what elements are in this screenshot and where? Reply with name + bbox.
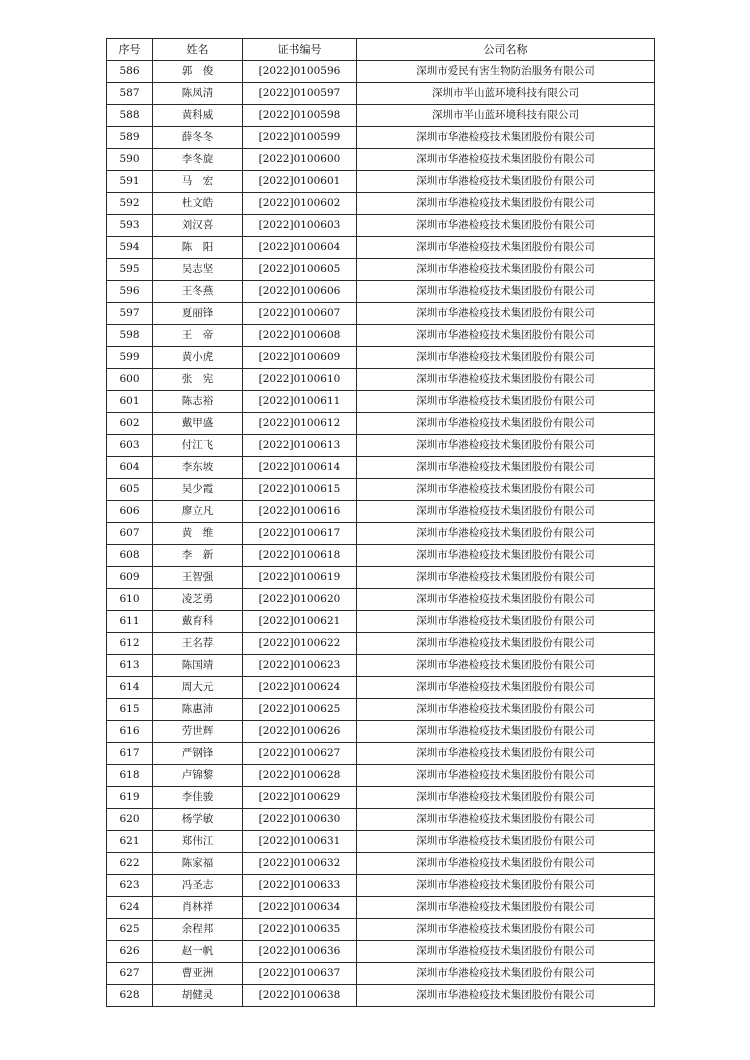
cell-name: 廖立凡 <box>153 501 243 523</box>
cell-serial-number: 623 <box>107 875 153 897</box>
cell-certificate-number: [2022]0100610 <box>243 369 357 391</box>
cell-name: 杨学敏 <box>153 809 243 831</box>
table-header <box>107 39 655 61</box>
cell-company-name: 深圳市华港检疫技术集团股份有限公司 <box>357 457 655 479</box>
cell-name: 杜文皓 <box>153 193 243 215</box>
cell-name: 陈国靖 <box>153 655 243 677</box>
cell-certificate-number: [2022]0100615 <box>243 479 357 501</box>
cell-serial-number: 586 <box>107 61 153 83</box>
cell-certificate-number: [2022]0100599 <box>243 127 357 149</box>
cell-company-name: 深圳市华港检疫技术集团股份有限公司 <box>357 721 655 743</box>
table-row <box>107 831 655 853</box>
cell-serial-number: 608 <box>107 545 153 567</box>
table-row <box>107 809 655 831</box>
cell-name: 付江飞 <box>153 435 243 457</box>
cell-serial-number: 606 <box>107 501 153 523</box>
cell-company-name: 深圳市华港检疫技术集团股份有限公司 <box>357 545 655 567</box>
cell-company-name: 深圳市华港检疫技术集团股份有限公司 <box>357 215 655 237</box>
cell-certificate-number: [2022]0100604 <box>243 237 357 259</box>
table-row <box>107 171 655 193</box>
cell-company-name: 深圳市华港检疫技术集团股份有限公司 <box>357 303 655 325</box>
cell-certificate-number: [2022]0100601 <box>243 171 357 193</box>
cell-serial-number: 607 <box>107 523 153 545</box>
cell-company-name: 深圳市华港检疫技术集团股份有限公司 <box>357 809 655 831</box>
cell-certificate-number: [2022]0100637 <box>243 963 357 985</box>
cell-name: 王 帝 <box>153 325 243 347</box>
cell-serial-number: 616 <box>107 721 153 743</box>
table-row <box>107 61 655 83</box>
header-serial-number: 序号 <box>107 39 153 61</box>
cell-name: 薛冬冬 <box>153 127 243 149</box>
cell-certificate-number: [2022]0100621 <box>243 611 357 633</box>
cell-name: 黄科威 <box>153 105 243 127</box>
cell-serial-number: 613 <box>107 655 153 677</box>
table-row <box>107 83 655 105</box>
table-row <box>107 149 655 171</box>
table-row <box>107 853 655 875</box>
table-row <box>107 721 655 743</box>
cell-company-name: 深圳市华港检疫技术集团股份有限公司 <box>357 501 655 523</box>
table-row <box>107 215 655 237</box>
cell-name: 周大元 <box>153 677 243 699</box>
cell-name: 冯圣志 <box>153 875 243 897</box>
table-row <box>107 303 655 325</box>
cell-certificate-number: [2022]0100625 <box>243 699 357 721</box>
cell-certificate-number: [2022]0100632 <box>243 853 357 875</box>
cell-company-name: 深圳市华港检疫技术集团股份有限公司 <box>357 677 655 699</box>
cell-company-name: 深圳市华港检疫技术集团股份有限公司 <box>357 853 655 875</box>
cell-serial-number: 627 <box>107 963 153 985</box>
cell-certificate-number: [2022]0100600 <box>243 149 357 171</box>
cell-company-name: 深圳市华港检疫技术集团股份有限公司 <box>357 897 655 919</box>
cell-serial-number: 603 <box>107 435 153 457</box>
cell-certificate-number: [2022]0100619 <box>243 567 357 589</box>
cell-name: 李冬旋 <box>153 149 243 171</box>
cell-name: 李佳骏 <box>153 787 243 809</box>
cell-name: 王智强 <box>153 567 243 589</box>
cell-serial-number: 610 <box>107 589 153 611</box>
cell-certificate-number: [2022]0100608 <box>243 325 357 347</box>
cell-certificate-number: [2022]0100622 <box>243 633 357 655</box>
cell-certificate-number: [2022]0100603 <box>243 215 357 237</box>
cell-company-name: 深圳市华港检疫技术集团股份有限公司 <box>357 699 655 721</box>
cell-name: 郭 俊 <box>153 61 243 83</box>
cell-name: 赵一帆 <box>153 941 243 963</box>
header-row <box>107 39 655 61</box>
cell-certificate-number: [2022]0100626 <box>243 721 357 743</box>
cell-certificate-number: [2022]0100602 <box>243 193 357 215</box>
cell-certificate-number: [2022]0100598 <box>243 105 357 127</box>
cell-serial-number: 609 <box>107 567 153 589</box>
cell-company-name: 深圳市华港检疫技术集团股份有限公司 <box>357 589 655 611</box>
cell-company-name: 深圳市华港检疫技术集团股份有限公司 <box>357 391 655 413</box>
cell-certificate-number: [2022]0100631 <box>243 831 357 853</box>
cell-company-name: 深圳市华港检疫技术集团股份有限公司 <box>357 567 655 589</box>
cell-company-name: 深圳市华港检疫技术集团股份有限公司 <box>357 237 655 259</box>
table-row <box>107 941 655 963</box>
cell-name: 黄小虎 <box>153 347 243 369</box>
cell-serial-number: 593 <box>107 215 153 237</box>
table-row <box>107 545 655 567</box>
cell-company-name: 深圳市华港检疫技术集团股份有限公司 <box>357 963 655 985</box>
cell-company-name: 深圳市华港检疫技术集团股份有限公司 <box>357 149 655 171</box>
cell-serial-number: 595 <box>107 259 153 281</box>
cell-company-name: 深圳市华港检疫技术集团股份有限公司 <box>357 633 655 655</box>
cell-certificate-number: [2022]0100618 <box>243 545 357 567</box>
cell-company-name: 深圳市华港检疫技术集团股份有限公司 <box>357 325 655 347</box>
cell-company-name: 深圳市华港检疫技术集团股份有限公司 <box>357 127 655 149</box>
table-row <box>107 787 655 809</box>
cell-serial-number: 597 <box>107 303 153 325</box>
table-row <box>107 391 655 413</box>
cell-certificate-number: [2022]0100620 <box>243 589 357 611</box>
cell-company-name: 深圳市华港检疫技术集团股份有限公司 <box>357 611 655 633</box>
cell-name: 陈 阳 <box>153 237 243 259</box>
cell-certificate-number: [2022]0100613 <box>243 435 357 457</box>
cell-name: 胡健灵 <box>153 985 243 1007</box>
cell-name: 王名荐 <box>153 633 243 655</box>
cell-certificate-number: [2022]0100612 <box>243 413 357 435</box>
cell-company-name: 深圳市华港检疫技术集团股份有限公司 <box>357 765 655 787</box>
cell-serial-number: 598 <box>107 325 153 347</box>
cell-serial-number: 628 <box>107 985 153 1007</box>
cell-certificate-number: [2022]0100629 <box>243 787 357 809</box>
cell-name: 张 宪 <box>153 369 243 391</box>
cell-name: 劳世辉 <box>153 721 243 743</box>
table-row <box>107 919 655 941</box>
cell-company-name: 深圳市华港检疫技术集团股份有限公司 <box>357 281 655 303</box>
table-row <box>107 589 655 611</box>
cell-certificate-number: [2022]0100636 <box>243 941 357 963</box>
cell-certificate-number: [2022]0100607 <box>243 303 357 325</box>
cell-serial-number: 605 <box>107 479 153 501</box>
header-company-name: 公司名称 <box>357 39 655 61</box>
table-row <box>107 457 655 479</box>
cell-name: 卢锦黎 <box>153 765 243 787</box>
cell-certificate-number: [2022]0100597 <box>243 83 357 105</box>
cell-name: 陈家福 <box>153 853 243 875</box>
table-row <box>107 677 655 699</box>
cell-certificate-number: [2022]0100596 <box>243 61 357 83</box>
certificate-table-page <box>106 38 654 1007</box>
cell-certificate-number: [2022]0100624 <box>243 677 357 699</box>
table-row <box>107 633 655 655</box>
cell-name: 郑伟江 <box>153 831 243 853</box>
cell-serial-number: 590 <box>107 149 153 171</box>
header-name: 姓名 <box>153 39 243 61</box>
cell-serial-number: 599 <box>107 347 153 369</box>
cell-name: 黄 维 <box>153 523 243 545</box>
table-row <box>107 523 655 545</box>
cell-certificate-number: [2022]0100623 <box>243 655 357 677</box>
table-row <box>107 259 655 281</box>
cell-certificate-number: [2022]0100627 <box>243 743 357 765</box>
cell-certificate-number: [2022]0100617 <box>243 523 357 545</box>
cell-certificate-number: [2022]0100609 <box>243 347 357 369</box>
table-row <box>107 127 655 149</box>
cell-name: 戴育科 <box>153 611 243 633</box>
cell-certificate-number: [2022]0100628 <box>243 765 357 787</box>
cell-name: 马 宏 <box>153 171 243 193</box>
cell-serial-number: 618 <box>107 765 153 787</box>
cell-serial-number: 621 <box>107 831 153 853</box>
cell-company-name: 深圳市华港检疫技术集团股份有限公司 <box>357 787 655 809</box>
cell-serial-number: 591 <box>107 171 153 193</box>
cell-certificate-number: [2022]0100630 <box>243 809 357 831</box>
cell-serial-number: 622 <box>107 853 153 875</box>
cell-name: 肖林祥 <box>153 897 243 919</box>
cell-name: 余程邦 <box>153 919 243 941</box>
cell-serial-number: 592 <box>107 193 153 215</box>
table-row <box>107 105 655 127</box>
cell-name: 吴志坚 <box>153 259 243 281</box>
header-certificate-number: 证书编号 <box>243 39 357 61</box>
cell-company-name: 深圳市华港检疫技术集团股份有限公司 <box>357 523 655 545</box>
cell-serial-number: 601 <box>107 391 153 413</box>
cell-company-name: 深圳市华港检疫技术集团股份有限公司 <box>357 941 655 963</box>
cell-name: 严钢锋 <box>153 743 243 765</box>
cell-name: 陈志裕 <box>153 391 243 413</box>
cell-company-name: 深圳市华港检疫技术集团股份有限公司 <box>357 875 655 897</box>
table-row <box>107 435 655 457</box>
cell-company-name: 深圳市华港检疫技术集团股份有限公司 <box>357 985 655 1007</box>
table-row <box>107 479 655 501</box>
cell-name: 陈凤清 <box>153 83 243 105</box>
cell-company-name: 深圳市华港检疫技术集团股份有限公司 <box>357 413 655 435</box>
cell-serial-number: 625 <box>107 919 153 941</box>
table-row <box>107 743 655 765</box>
table-row <box>107 347 655 369</box>
cell-company-name: 深圳市华港检疫技术集团股份有限公司 <box>357 479 655 501</box>
table-row <box>107 413 655 435</box>
cell-serial-number: 594 <box>107 237 153 259</box>
cell-serial-number: 612 <box>107 633 153 655</box>
table-row <box>107 655 655 677</box>
cell-certificate-number: [2022]0100606 <box>243 281 357 303</box>
cell-company-name: 深圳市华港检疫技术集团股份有限公司 <box>357 919 655 941</box>
table-row <box>107 237 655 259</box>
table-row <box>107 985 655 1007</box>
cell-certificate-number: [2022]0100634 <box>243 897 357 919</box>
cell-serial-number: 624 <box>107 897 153 919</box>
cell-serial-number: 588 <box>107 105 153 127</box>
table-row <box>107 875 655 897</box>
table-row <box>107 281 655 303</box>
cell-name: 王冬燕 <box>153 281 243 303</box>
cell-certificate-number: [2022]0100635 <box>243 919 357 941</box>
cell-name: 陈惠沛 <box>153 699 243 721</box>
cell-certificate-number: [2022]0100638 <box>243 985 357 1007</box>
cell-name: 曹亚洲 <box>153 963 243 985</box>
cell-company-name: 深圳市华港检疫技术集团股份有限公司 <box>357 171 655 193</box>
cell-company-name: 深圳市华港检疫技术集团股份有限公司 <box>357 369 655 391</box>
cell-name: 李东坡 <box>153 457 243 479</box>
cell-name: 刘汉喜 <box>153 215 243 237</box>
table-row <box>107 325 655 347</box>
cell-serial-number: 615 <box>107 699 153 721</box>
table-row <box>107 369 655 391</box>
cell-company-name: 深圳市半山蓝环境科技有限公司 <box>357 105 655 127</box>
table-row <box>107 193 655 215</box>
cell-company-name: 深圳市华港检疫技术集团股份有限公司 <box>357 655 655 677</box>
cell-serial-number: 611 <box>107 611 153 633</box>
cell-name: 李 新 <box>153 545 243 567</box>
cell-certificate-number: [2022]0100633 <box>243 875 357 897</box>
table-row <box>107 501 655 523</box>
cell-company-name: 深圳市华港检疫技术集团股份有限公司 <box>357 435 655 457</box>
cell-company-name: 深圳市半山蓝环境科技有限公司 <box>357 83 655 105</box>
cell-name: 戴甲盛 <box>153 413 243 435</box>
cell-serial-number: 596 <box>107 281 153 303</box>
table-row <box>107 897 655 919</box>
cell-serial-number: 619 <box>107 787 153 809</box>
cell-serial-number: 587 <box>107 83 153 105</box>
cell-name: 吴少霞 <box>153 479 243 501</box>
cell-name: 夏丽锋 <box>153 303 243 325</box>
cell-serial-number: 620 <box>107 809 153 831</box>
table-body <box>107 61 655 1007</box>
cell-serial-number: 604 <box>107 457 153 479</box>
cell-name: 凌芝勇 <box>153 589 243 611</box>
table-row <box>107 765 655 787</box>
cell-company-name: 深圳市爱民有害生物防治服务有限公司 <box>357 61 655 83</box>
cell-serial-number: 614 <box>107 677 153 699</box>
table-row <box>107 611 655 633</box>
cell-company-name: 深圳市华港检疫技术集团股份有限公司 <box>357 193 655 215</box>
table-row <box>107 699 655 721</box>
cell-certificate-number: [2022]0100614 <box>243 457 357 479</box>
cell-certificate-number: [2022]0100616 <box>243 501 357 523</box>
table-row <box>107 963 655 985</box>
cell-company-name: 深圳市华港检疫技术集团股份有限公司 <box>357 259 655 281</box>
cell-serial-number: 602 <box>107 413 153 435</box>
cell-serial-number: 589 <box>107 127 153 149</box>
cell-company-name: 深圳市华港检疫技术集团股份有限公司 <box>357 831 655 853</box>
cell-serial-number: 600 <box>107 369 153 391</box>
cell-certificate-number: [2022]0100605 <box>243 259 357 281</box>
cell-company-name: 深圳市华港检疫技术集团股份有限公司 <box>357 743 655 765</box>
table-row <box>107 567 655 589</box>
cell-certificate-number: [2022]0100611 <box>243 391 357 413</box>
cell-company-name: 深圳市华港检疫技术集团股份有限公司 <box>357 347 655 369</box>
cell-serial-number: 626 <box>107 941 153 963</box>
cell-serial-number: 617 <box>107 743 153 765</box>
certificate-table <box>106 38 655 1007</box>
